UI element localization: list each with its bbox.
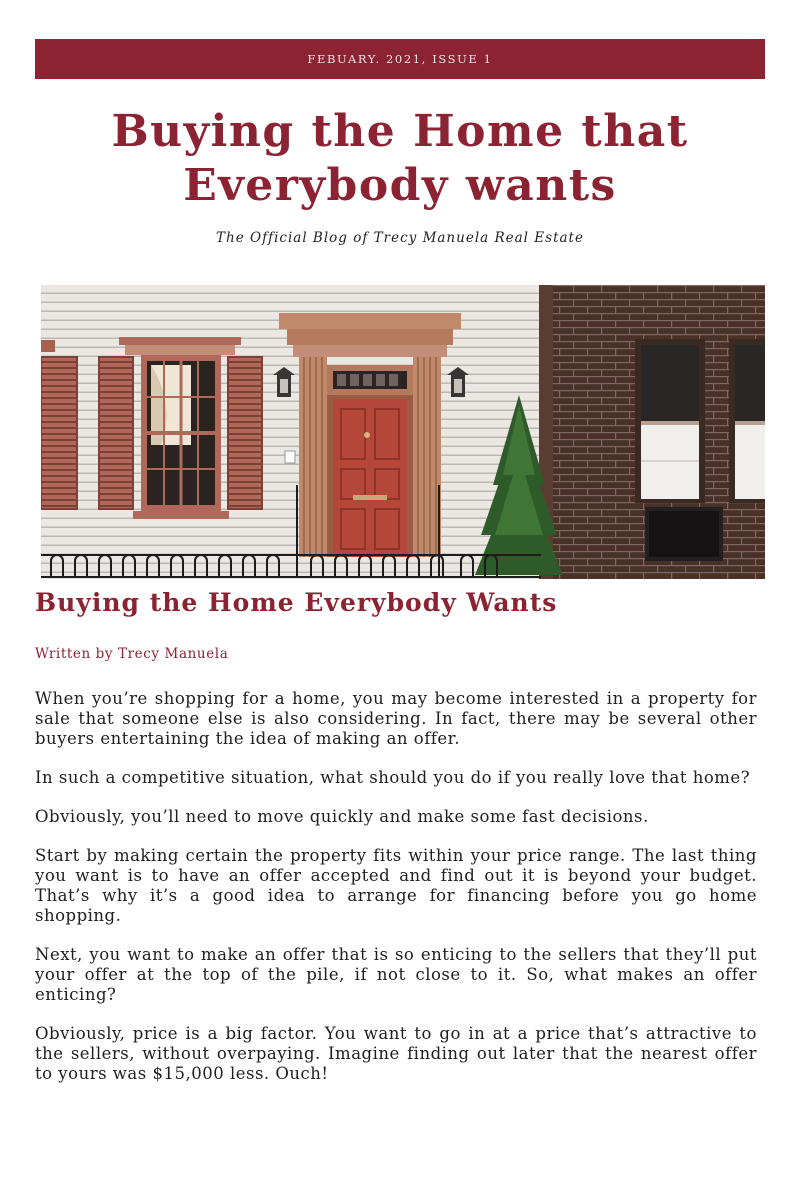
article-title: Buying the Home Everybody Wants — [35, 588, 558, 617]
article-byline: Written by Trecy Manuela — [35, 646, 229, 662]
page-title: Buying the Home that Everybody wants — [111, 106, 689, 211]
body-paragraph: Obviously, you’ll need to move quickly and make some fast decisions. — [35, 807, 649, 826]
issue-banner — [35, 39, 765, 79]
body-paragraph: When you’re shopping for a home, you may become interested in a property for sale that someone else is also considering. In fact, there may be several other buyers entertaining the idea of making an offer. — [35, 689, 757, 748]
body-paragraph: Start by making certain the property fits within your price range. The last thing you want is to have an offer accepted and find out it is beyond your budget. That’s why it’s a good idea to arrange for financing before you go home shopping. — [35, 846, 757, 925]
blog-subtitle: The Official Blog of Trecy Manuela Real Estate — [216, 230, 584, 246]
body-paragraph: Next, you want to make an offer that is so enticing to the sellers that they’ll put your offer at the top of the pile, if not close to it. So, what makes an offer enticing? — [35, 945, 757, 1004]
article-body — [35, 689, 757, 1103]
hero-house-photo — [41, 285, 765, 579]
body-paragraph: In such a competitive situation, what should you do if you really love that home? — [35, 768, 751, 787]
body-paragraph: Obviously, price is a big factor. You want to go in at a price that’s attractive to the sellers, without overpaying. Imagine finding out later that the nearest offer to yours was $15,000 less. Ouch! — [35, 1024, 757, 1083]
issue-label: FEBUARY. 2021, ISSUE 1 — [307, 52, 493, 66]
